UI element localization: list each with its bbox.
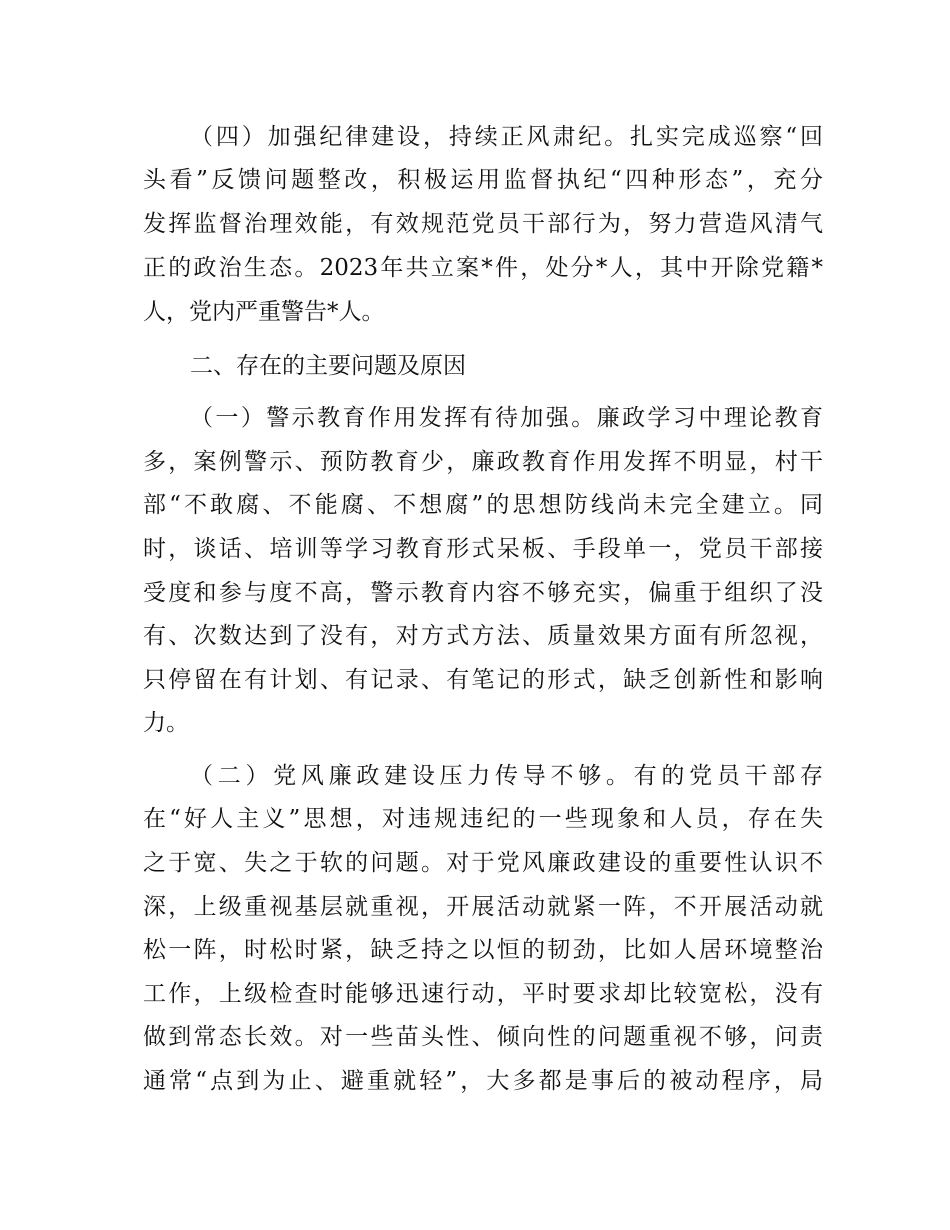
paragraph-line: 人，党内严重警告*人。 bbox=[143, 299, 385, 325]
paragraph-line: （二）党风廉政建设压力传导不够。有的党员干部存 bbox=[190, 763, 823, 789]
paragraph-line: 工作，上级检查时能够迅速行动，平时要求却比较宽松，没有 bbox=[143, 981, 823, 1007]
paragraph-line: 部“不敢腐、不能腐、不想腐”的思想防线尚未完全建立。同 bbox=[143, 492, 823, 518]
paragraph-line: 时，谈话、培训等学习教育形式呆板、手段单一，党员干部接 bbox=[143, 536, 823, 562]
paragraph-line: 只停留在有计划、有记录、有笔记的形式，缺乏创新性和影响 bbox=[143, 667, 823, 693]
paragraph-line: 在“好人主义”思想，对违规违纪的一些现象和人员，存在失 bbox=[143, 806, 823, 832]
paragraph-line: 做到常态长效。对一些苗头性、倾向性的问题重视不够，问责 bbox=[143, 1024, 823, 1050]
paragraph-line: 有、次数达到了没有，对方式方法、质量效果方面有所忽视， bbox=[143, 623, 823, 649]
section-heading: 二、存在的主要问题及原因 bbox=[190, 353, 466, 379]
paragraph-line: 正的政治生态。2023年共立案*件，处分*人，其中开除党籍* bbox=[143, 255, 823, 281]
paragraph-line: 之于宽、失之于软的问题。对于党风廉政建设的重要性认识不 bbox=[143, 850, 823, 876]
paragraph-line: 松一阵，时松时紧，缺乏持之以恒的韧劲，比如人居环境整治 bbox=[143, 937, 823, 963]
paragraph-line: （一）警示教育作用发挥有待加强。廉政学习中理论教育 bbox=[190, 405, 823, 431]
paragraph-line: 头看”反馈问题整改，积极运用监督执纪“四种形态”，充分 bbox=[143, 167, 823, 193]
paragraph-line: 深，上级重视基层就重视，开展活动就紧一阵，不开展活动就 bbox=[143, 894, 823, 920]
paragraph-line: （四）加强纪律建设，持续正风肃纪。扎实完成巡察“回 bbox=[190, 124, 823, 150]
paragraph-line: 通常“点到为止、避重就轻”，大多都是事后的被动程序，局 bbox=[143, 1068, 823, 1094]
paragraph-line: 多，案例警示、预防教育少，廉政教育作用发挥不明显，村干 bbox=[143, 449, 823, 475]
paragraph-line: 发挥监督治理效能，有效规范党员干部行为，努力营造风清气 bbox=[143, 211, 823, 237]
paragraph-line: 受度和参与度不高，警示教育内容不够充实，偏重于组织了没 bbox=[143, 580, 823, 606]
paragraph-line: 力。 bbox=[143, 710, 189, 736]
